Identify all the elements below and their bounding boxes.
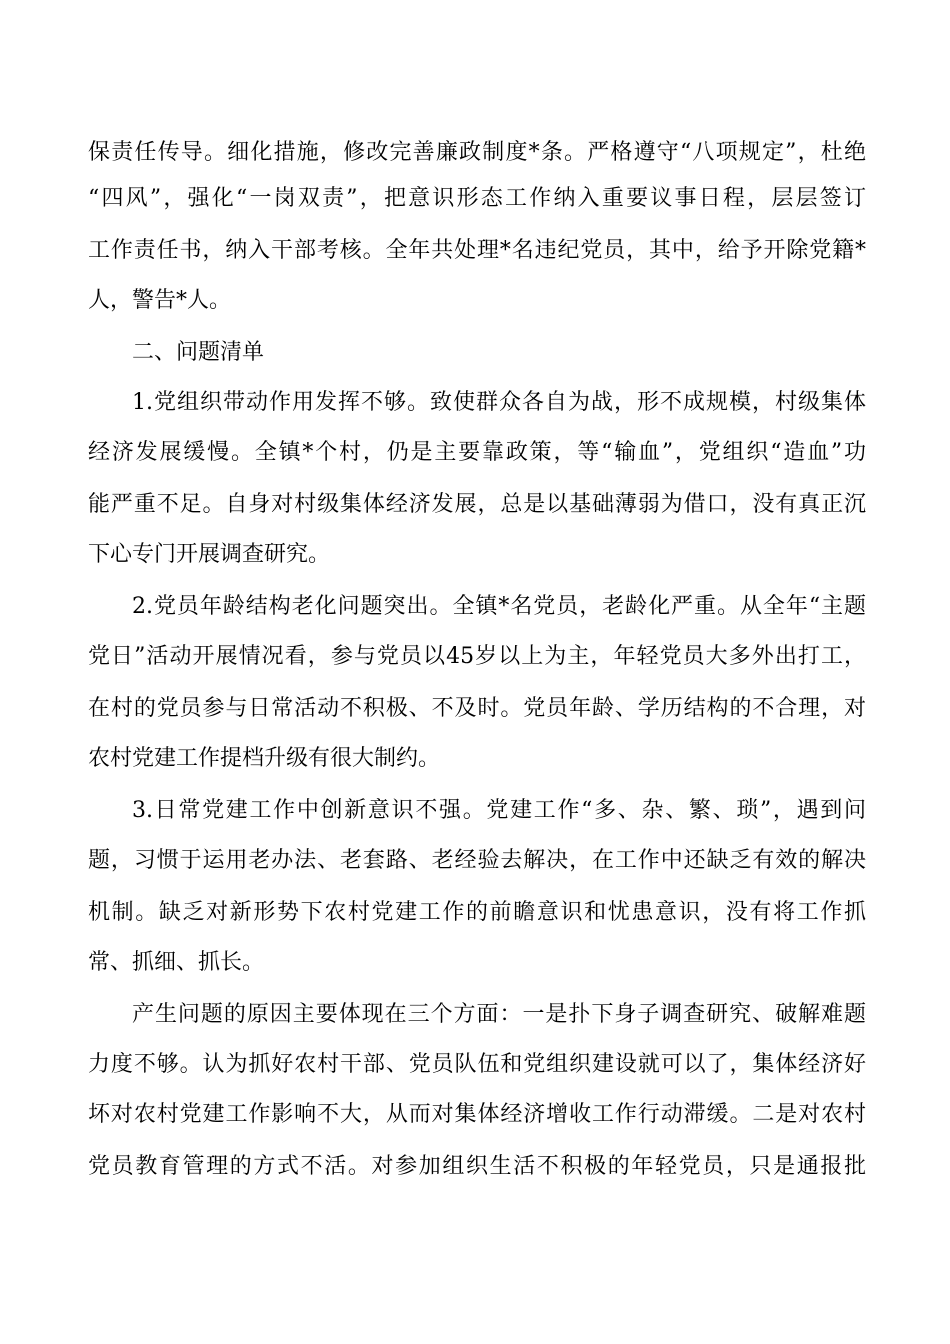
- paragraph-line: 党日”活动开展情况看，参与党员以45岁以上为主，年轻党员大多外出打工，: [88, 644, 866, 669]
- paragraph-line: “四风”，强化“一岗双责”，把意识形态工作纳入重要议事日程，层层签订: [88, 186, 866, 211]
- paragraph-line: 经济发展缓慢。全镇*个村，仍是主要靠政策，等“输血”，党组织“造血”功: [88, 440, 866, 465]
- paragraph-line: 3.日常党建工作中创新意识不强。党建工作“多、杂、繁、琐”，遇到问: [132, 798, 866, 823]
- paragraph-line: 坏对农村党建工作影响不大，从而对集体经济增收工作行动滞缓。二是对农村: [88, 1102, 866, 1127]
- section-heading: 二、问题清单: [132, 340, 265, 365]
- paragraph-line: 在村的党员参与日常活动不积极、不及时。党员年龄、学历结构的不合理，对: [88, 696, 866, 721]
- paragraph-line: 党员教育管理的方式不活。对参加组织生活不积极的年轻党员，只是通报批: [88, 1154, 866, 1179]
- paragraph-line: 保责任传导。细化措施，修改完善廉政制度*条。严格遵守“八项规定”，杜绝: [88, 140, 866, 165]
- paragraph-line: 常、抓细、抓长。: [88, 950, 265, 975]
- paragraph-line: 力度不够。认为抓好农村干部、党员队伍和党组织建设就可以了，集体经济好: [88, 1052, 866, 1077]
- paragraph-line: 题，习惯于运用老办法、老套路、老经验去解决，在工作中还缺乏有效的解决: [88, 848, 866, 873]
- paragraph-line: 能严重不足。自身对村级集体经济发展，总是以基础薄弱为借口，没有真正沉: [88, 492, 866, 517]
- paragraph-line: 1.党组织带动作用发挥不够。致使群众各自为战，形不成规模，村级集体: [132, 390, 866, 415]
- paragraph-line: 人，警告*人。: [88, 288, 232, 313]
- paragraph-line: 2.党员年龄结构老化问题突出。全镇*名党员，老龄化严重。从全年“主题: [132, 594, 866, 619]
- paragraph-line: 农村党建工作提档升级有很大制约。: [88, 746, 441, 771]
- paragraph-line: 下心专门开展调查研究。: [88, 542, 331, 567]
- paragraph-line: 产生问题的原因主要体现在三个方面：一是扑下身子调查研究、破解难题: [132, 1002, 866, 1027]
- paragraph-line: 工作责任书，纳入干部考核。全年共处理*名违纪党员，其中，给予开除党籍*: [88, 238, 866, 263]
- paragraph-line: 机制。缺乏对新形势下农村党建工作的前瞻意识和忧患意识，没有将工作抓: [88, 900, 866, 925]
